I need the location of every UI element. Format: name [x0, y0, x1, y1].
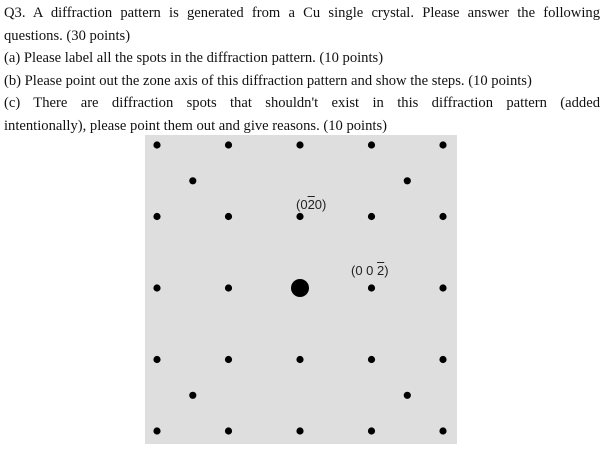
diffraction-spot [225, 427, 232, 434]
diffraction-spot [439, 284, 446, 291]
spot-label-0-bar2-0-open: (0 [296, 197, 308, 212]
diffraction-spot [225, 141, 232, 148]
diffraction-spot [153, 356, 160, 363]
diffraction-spot [404, 392, 411, 399]
diffraction-spot [225, 284, 232, 291]
diffraction-spot [368, 427, 375, 434]
question-part-c-line-1: (c) There are diffraction spots that shouldn't exist in this diffraction pattern (added [4, 95, 600, 112]
question-text [4, 2, 600, 138]
diffraction-spot [296, 141, 303, 148]
diffraction-spot [296, 356, 303, 363]
diffraction-pattern [145, 135, 457, 444]
diffraction-spot [368, 284, 375, 291]
transmitted-beam-spot [291, 279, 309, 297]
diffraction-spot [153, 141, 160, 148]
diffraction-spot [189, 392, 196, 399]
spot-label-0-0-bar2-bar-digit: 2 [377, 263, 385, 278]
diffraction-spot [225, 356, 232, 363]
diffraction-spot [189, 177, 196, 184]
diffraction-spot [153, 427, 160, 434]
diffraction-spot [153, 213, 160, 220]
spot-label-0-bar2-0-bar-digit: 2 [307, 197, 315, 212]
diffraction-spot [439, 213, 446, 220]
diffraction-spot [368, 356, 375, 363]
question-line-1: Q3. A diffraction pattern is generated from a Cu single crystal. Please answer the following [4, 5, 600, 21]
spot-label-0-0-bar2-open: (0 0 [351, 263, 378, 278]
question-part-c-line-2: intentionally), please point them out and give reasons. (10 points) [4, 117, 388, 134]
question-part-a: (a) Please label all the spots in the diffraction pattern. (10 points) [4, 50, 384, 67]
diffraction-spot [439, 427, 446, 434]
diffraction-spot [368, 213, 375, 220]
diffraction-spot [368, 141, 375, 148]
diffraction-spot [439, 141, 446, 148]
diffraction-spot [225, 213, 232, 220]
question-line-1b: questions. (30 points) [4, 27, 131, 44]
spot-label-0-bar2-0 [296, 197, 326, 212]
diffraction-spot [296, 427, 303, 434]
spot-label-0-bar2-0-close: 0) [314, 197, 327, 212]
spot-label-0-0-bar2 [351, 263, 389, 278]
diffraction-spot [439, 356, 446, 363]
diffraction-spot [296, 213, 303, 220]
question-part-b: (b) Please point out the zone axis of this diffraction pattern and show the steps. (10 points) [4, 72, 532, 89]
spot-label-0-0-bar2-close: ) [384, 263, 389, 278]
diffraction-spots-canvas [145, 135, 457, 444]
diffraction-spot [404, 177, 411, 184]
diffraction-spot [153, 284, 160, 291]
